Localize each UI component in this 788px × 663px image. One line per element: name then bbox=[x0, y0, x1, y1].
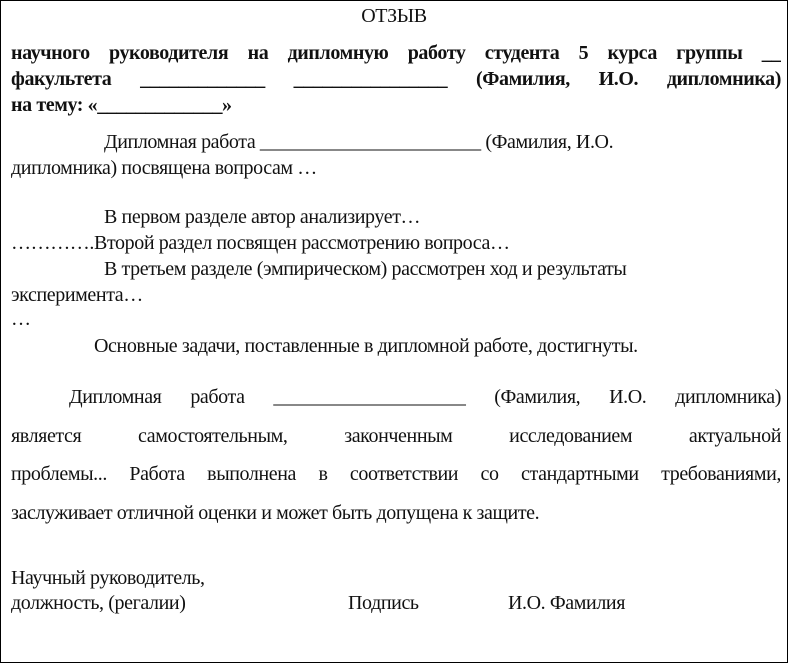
paragraph-4-line-4: заслуживает отличной оценки и может быть допущена к защите. bbox=[11, 502, 540, 524]
signature-role-line-1: Научный руководитель, bbox=[11, 567, 205, 589]
signature-name: И.О. Фамилия bbox=[508, 592, 626, 614]
signature-label: Подпись bbox=[348, 592, 419, 614]
header-line-3: на тему: «_____________» bbox=[11, 94, 232, 116]
paragraph-4-line-1: Дипломная работа ____________________ (Фамилия, И.О. дипломника) bbox=[69, 386, 781, 408]
paragraph-3: Основные задачи, поставленные в дипломной работе, достигнуты. bbox=[94, 335, 638, 357]
paragraph-4-line-2: является самостоятельным, законченным исследованием актуальной bbox=[11, 425, 781, 447]
document-title: ОТЗЫВ bbox=[361, 5, 427, 27]
paragraph-2-line-2: ………….Второй раздел посвящен рассмотрению вопроса… bbox=[11, 232, 510, 254]
paragraph-2-line-1: В первом разделе автор анализирует… bbox=[104, 206, 421, 228]
paragraph-2-line-3: В третьем разделе (эмпирическом) рассмотрен ход и результаты bbox=[104, 258, 627, 280]
signature-role-line-2: должность, (регалии) bbox=[11, 592, 186, 614]
paragraph-2-line-5: … bbox=[11, 308, 31, 330]
paragraph-1-line-1: Дипломная работа _______________________ (Фамилия, И.О. bbox=[104, 131, 614, 153]
paragraph-1-line-2: дипломника) посвящена вопросам … bbox=[11, 157, 317, 179]
paragraph-2-line-4: эксперимента… bbox=[11, 284, 143, 306]
paragraph-4-line-3: проблемы... Работа выполнена в соответствии со стандартными требованиями, bbox=[11, 463, 781, 485]
header-line-1: научного руководителя на дипломную работу студента 5 курса группы __ bbox=[11, 42, 781, 64]
header-line-2: факультета _____________ ________________ (Фамилия, И.О. дипломника) bbox=[11, 68, 781, 90]
